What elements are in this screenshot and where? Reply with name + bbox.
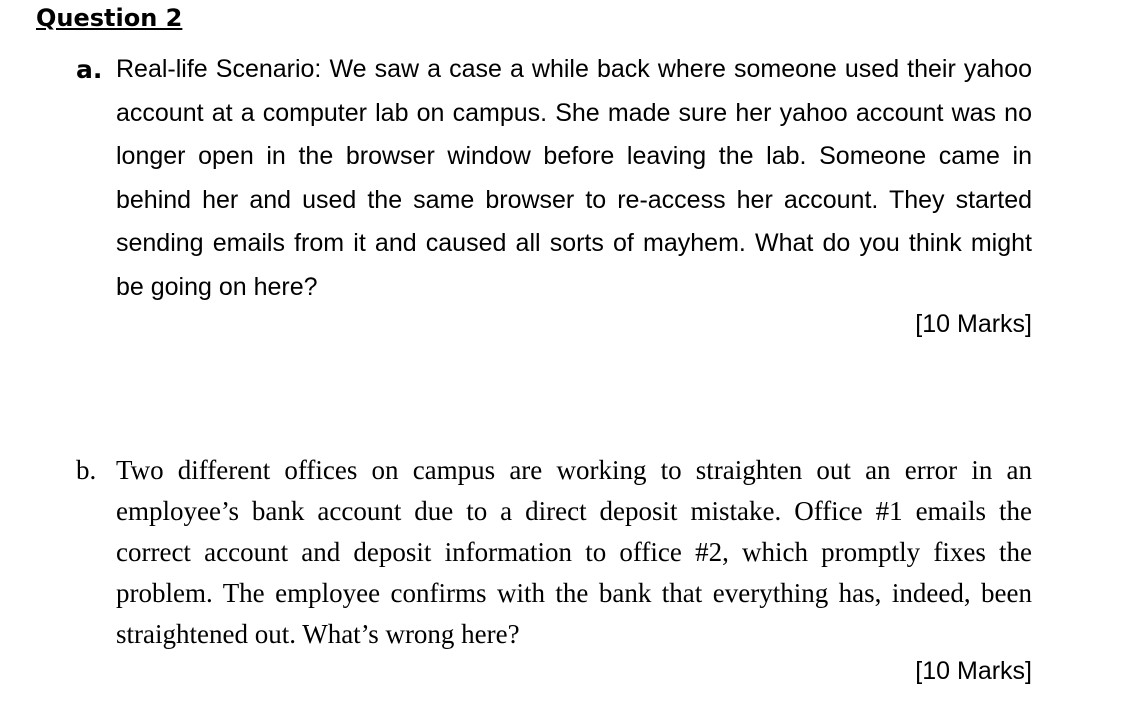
question-title: Question 2 — [36, 4, 183, 32]
question-a-label: a. — [76, 55, 103, 84]
question-b-label: b. — [76, 455, 97, 485]
question-a-marks: [10 Marks] — [915, 310, 1032, 338]
question-b-text: Two different offices on campus are working to straighten out an error in an employee’s bank account due to a direct deposit mistake. Office #1 emails the correct account and deposit information to office #2, which promptly fixes the problem. The employee confirms with the bank that everything has, indeed, been straightened out. What’s wrong here? — [116, 455, 1032, 649]
question-a-text: Real-life Scenario: We saw a case a while back where someone used their yahoo account at a computer lab on campus. She made sure her yahoo account was no longer open in the browser window before leaving the lab. Someone came in behind her and used the same browser to re-access her account. They started sending emails from it and caused all sorts of mayhem. What do you think might be going on here? — [116, 55, 1032, 301]
question-b — [76, 450, 1032, 655]
question-a — [76, 48, 1032, 309]
question-b-marks: [10 Marks] — [915, 657, 1032, 685]
